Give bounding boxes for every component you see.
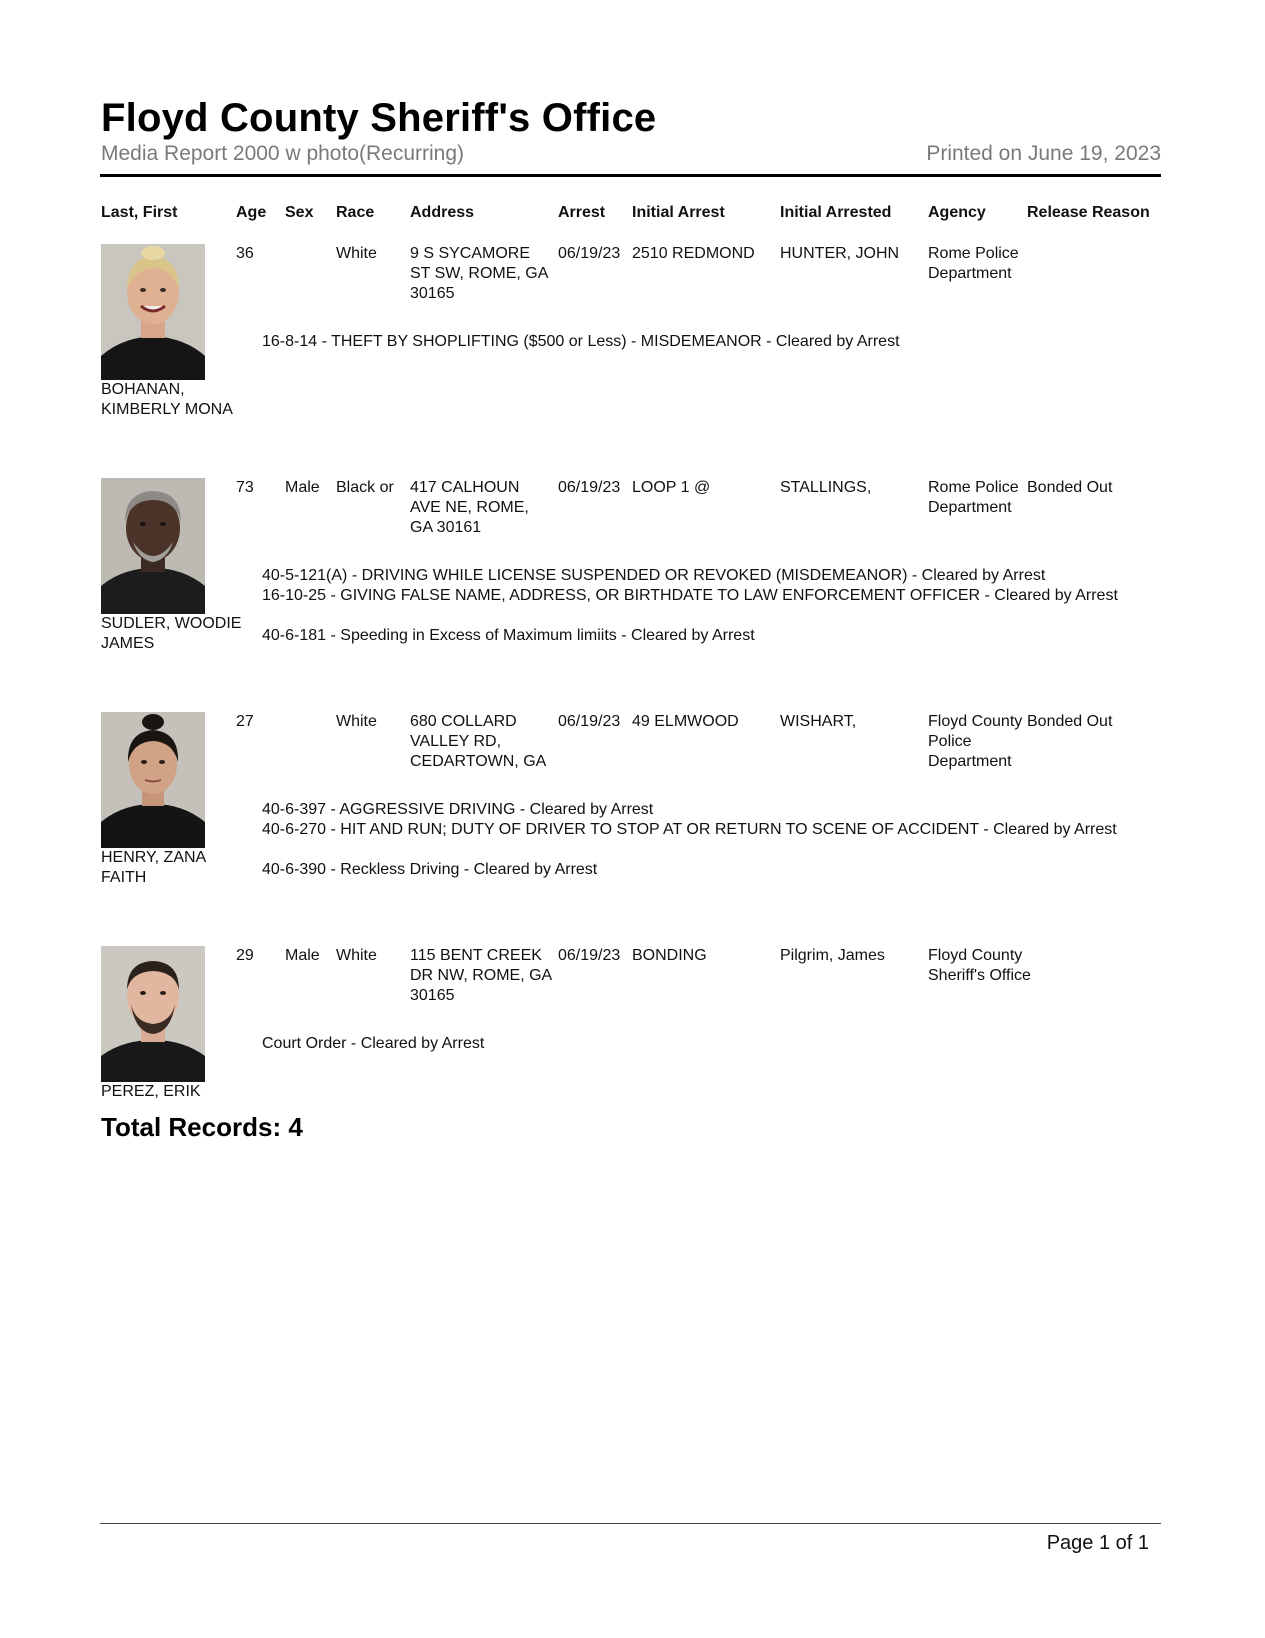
initial-arrest-location: 2510 REDMOND	[632, 245, 755, 262]
report-subtitle: Media Report 2000 w photo(Recurring)	[101, 142, 465, 165]
agency-value	[928, 946, 1031, 986]
charge-line: 40-6-181 - Speeding in Excess of Maximum limiits - Cleared by Arrest	[262, 627, 755, 644]
address-value	[410, 946, 552, 1006]
charge-line: 40-6-390 - Reckless Driving - Cleared by Arrest	[262, 861, 598, 878]
age-value: 27	[236, 713, 254, 730]
address-value	[410, 244, 548, 304]
column-header-agency: Agency	[928, 204, 986, 221]
agency-line: Department	[928, 499, 1012, 516]
arrest-date: 06/19/23	[558, 245, 621, 262]
address-value	[410, 478, 529, 538]
age-value: 73	[236, 479, 254, 496]
release-reason-value: Bonded Out	[1027, 713, 1113, 730]
address-line: 115 BENT CREEK	[410, 947, 542, 964]
name-line: KIMBERLY MONA	[101, 401, 233, 418]
address-value	[410, 712, 546, 772]
charge-line: 40-6-270 - HIT AND RUN; DUTY OF DRIVER TO STOP AT OR RETURN TO SCENE OF ACCIDENT - Cleared by Arrest	[262, 821, 1117, 838]
column-header-initial-arrested: Initial Arrested	[780, 204, 892, 221]
mugshot-photo	[101, 478, 205, 614]
inmate-name	[101, 848, 206, 888]
sex-value: Male	[285, 947, 320, 964]
inmate-name	[101, 1082, 201, 1102]
column-header-release-reason: Release Reason	[1027, 204, 1150, 221]
agency-value	[928, 478, 1019, 518]
agency-line: Department	[928, 753, 1012, 770]
footer-divider	[100, 1523, 1161, 1524]
agency-line: Police	[928, 733, 972, 750]
initial-arrest-location: LOOP 1 @	[632, 479, 711, 496]
name-line: BOHANAN,	[101, 381, 185, 398]
column-header-name: Last, First	[101, 204, 178, 221]
age-value: 29	[236, 947, 254, 964]
sex-value: Male	[285, 479, 320, 496]
name-line: PEREZ, ERIK	[101, 1083, 201, 1100]
address-line: CEDARTOWN, GA	[410, 753, 547, 770]
column-header-initial-arrest: Initial Arrest	[632, 204, 725, 221]
name-line: JAMES	[101, 635, 155, 652]
agency-line: Department	[928, 265, 1012, 282]
age-value: 36	[236, 245, 254, 262]
address-line: AVE NE, ROME,	[410, 499, 529, 516]
release-reason-value: Bonded Out	[1027, 479, 1113, 496]
agency-value	[928, 712, 1022, 772]
inmate-name	[101, 380, 233, 420]
arrest-date: 06/19/23	[558, 713, 621, 730]
agency-line: Floyd County	[928, 713, 1023, 730]
initial-arrested-by: HUNTER, JOHN	[780, 245, 900, 262]
column-header-address: Address	[410, 204, 475, 221]
initial-arrest-location: 49 ELMWOOD	[632, 713, 739, 730]
address-line: 680 COLLARD	[410, 713, 517, 730]
name-line: FAITH	[101, 869, 147, 886]
race-value: White	[336, 947, 377, 964]
initial-arrested-by: Pilgrim, James	[780, 947, 885, 964]
name-line: HENRY, ZANA	[101, 849, 207, 866]
agency-line: Rome Police	[928, 479, 1019, 496]
initial-arrest-location: BONDING	[632, 947, 707, 964]
charge-line: 16-8-14 - THEFT BY SHOPLIFTING ($500 or Less) - MISDEMEANOR - Cleared by Arrest	[262, 333, 900, 350]
column-header-sex: Sex	[285, 204, 314, 221]
report-title: Floyd County Sheriff's Office	[101, 96, 657, 140]
charge-line: 16-10-25 - GIVING FALSE NAME, ADDRESS, OR BIRTHDATE TO LAW ENFORCEMENT OFFICER - Cleared by Arrest	[262, 587, 1118, 604]
column-header-race: Race	[336, 204, 375, 221]
address-line: ST SW, ROME, GA	[410, 265, 549, 282]
address-line: VALLEY RD,	[410, 733, 502, 750]
arrest-date: 06/19/23	[558, 947, 621, 964]
address-line: 30165	[410, 285, 455, 302]
total-records: Total Records: 4	[101, 1112, 303, 1142]
agency-value	[928, 244, 1019, 284]
address-line: DR NW, ROME, GA	[410, 967, 553, 984]
name-line: SUDLER, WOODIE	[101, 615, 242, 632]
charge-line: 40-6-397 - AGGRESSIVE DRIVING - Cleared by Arrest	[262, 801, 654, 818]
race-value: Black or	[336, 479, 394, 496]
agency-line: Floyd County	[928, 947, 1023, 964]
race-value: White	[336, 245, 377, 262]
charge-line: 40-5-121(A) - DRIVING WHILE LICENSE SUSPENDED OR REVOKED (MISDEMEANOR) - Cleared by Arrest	[262, 567, 1046, 584]
column-header-arrest: Arrest	[558, 204, 606, 221]
agency-line: Sheriff's Office	[928, 967, 1031, 984]
initial-arrested-by: WISHART,	[780, 713, 857, 730]
address-line: GA 30161	[410, 519, 482, 536]
mugshot-photo	[101, 946, 205, 1082]
initial-arrested-by: STALLINGS,	[780, 479, 872, 496]
race-value: White	[336, 713, 377, 730]
header-divider	[100, 174, 1161, 177]
mugshot-photo	[101, 244, 205, 380]
charge-line: Court Order - Cleared by Arrest	[262, 1035, 485, 1052]
page-number: Page 1 of 1	[1046, 1532, 1149, 1554]
address-line: 417 CALHOUN	[410, 479, 520, 496]
arrest-date: 06/19/23	[558, 479, 621, 496]
mugshot-photo	[101, 712, 205, 848]
address-line: 9 S SYCAMORE	[410, 245, 531, 262]
agency-line: Rome Police	[928, 245, 1019, 262]
printed-date: Printed on June 19, 2023	[926, 142, 1161, 165]
inmate-name	[101, 614, 241, 654]
column-header-age: Age	[236, 204, 267, 221]
address-line: 30165	[410, 987, 455, 1004]
